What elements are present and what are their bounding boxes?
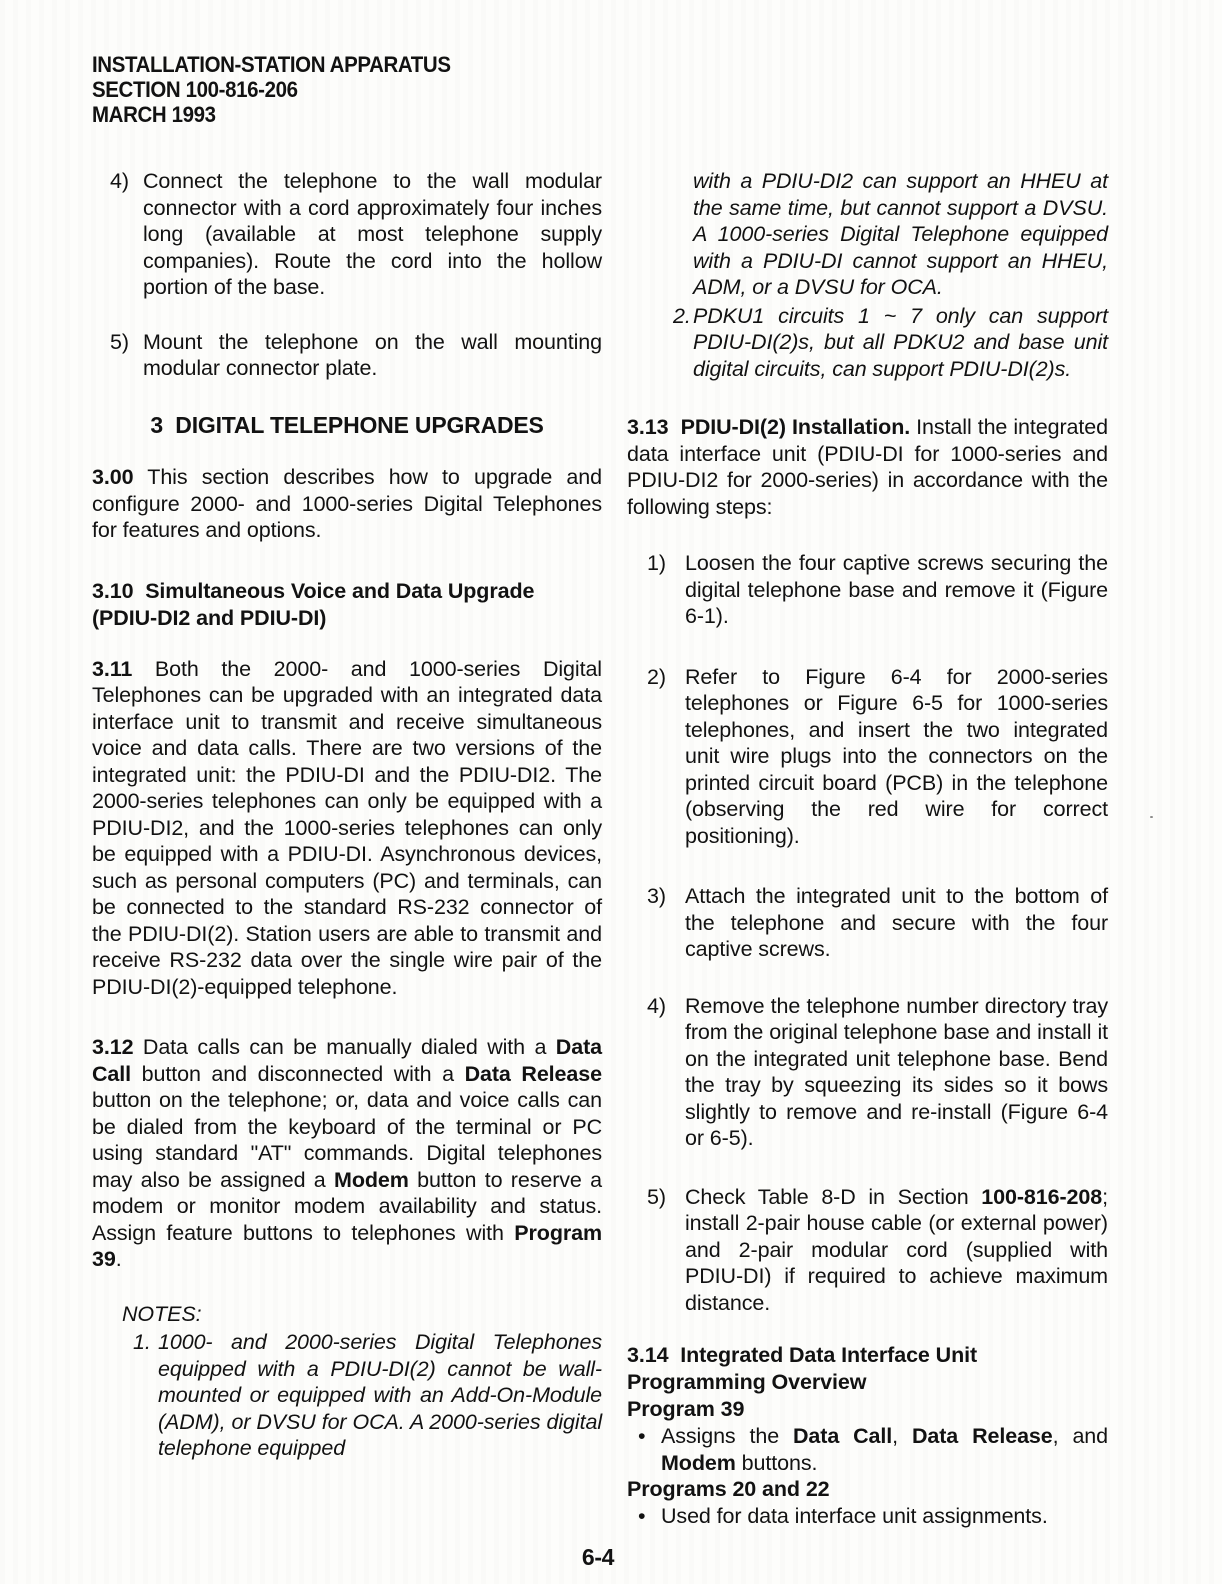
doc-date: MARCH 1993 (92, 102, 216, 127)
install-step-3 (627, 883, 1108, 963)
wall-step-5 (92, 329, 602, 382)
step-number: 5) (110, 329, 129, 354)
install-step-2 (627, 664, 1108, 850)
document-header (92, 52, 451, 127)
paragraph-3-00: 3.00 This section describes how to upgrade and configure 2000- and 1000-series Digital Telephones for features and options. (92, 465, 602, 542)
note-item-1 (92, 1329, 602, 1462)
install-step-4 (627, 993, 1108, 1152)
step-text: Attach the integrated unit to the bottom of the telephone and secure with the four captive screws. (685, 884, 1108, 961)
heading-3-14: 3.14 Integrated Data Interface Unit Programming Overview (627, 1343, 978, 1394)
left-column (92, 168, 602, 1462)
note-text: 1000- and 2000-series Digital Telephones equipped with a PDIU-DI(2) cannot be wall-mounted or equipped with an Add-On-Module (ADM), or DVSU for OCA. A 2000-series digital telephone equipped (158, 1330, 602, 1460)
right-column (627, 168, 1108, 1530)
step-number: 1) (647, 551, 666, 575)
step-text: Mount the telephone on the wall mounting modular connector plate. (143, 329, 602, 380)
note-text: PDKU1 circuits 1 ~ 7 only can support PDIU-DI(2)s, but all PDKU2 and base unit digital circuits, can support PDIU-DI(2)s. (693, 303, 1108, 381)
step-text: Loosen the four captive screws securing the digital telephone base and remove it (Figure 6-1). (685, 551, 1108, 628)
step-text: Remove the telephone number directory tray from the original telephone base and install it on the integrated unit telephone base. Bend the tray by squeezing its sides so it bows slightly to remove and re-install (Figure 6-4 or 6-5). (685, 993, 1108, 1150)
step-number: 4) (647, 993, 666, 1018)
doc-title: INSTALLATION-STATION APPARATUS (92, 52, 451, 77)
program-39-label: Program 39 (627, 1397, 745, 1421)
wall-step-4 (92, 168, 602, 301)
programs-20-22-bullet (627, 1503, 1108, 1530)
note-item-2 (627, 303, 1108, 383)
note-1-continuation: with a PDIU-DI2 can support an HHEU at the same time, but cannot support a DVSU. A 1000-series Digital Telephone equipped with a PDIU-DI cannot support an HHEU, ADM, or a DVSU for OCA. (693, 169, 1108, 299)
note-number: 2. (673, 303, 691, 328)
install-step-5 (627, 1184, 1108, 1317)
step-number: 3) (647, 884, 666, 908)
bullet-text: Used for data interface unit assignments. (661, 1504, 1048, 1528)
step-number: 4) (110, 169, 129, 193)
paragraph-3-11: 3.11 Both the 2000- and 1000-series Digital Telephones can be upgraded with an integrated data interface unit to transmit and receive simultaneous voice and data calls. There are two versions of the integrated unit: the PDIU-DI and the PDIU-DI2. The 2000-series telephones can only be equipped with a PDIU-DI2, and the 1000-series telephones can only be equipped with a PDIU-DI. Asynchronous devices, such as personal computers (PC) and terminals, can be connected to the standard RS-232 connector of the PDIU-DI(2). Station users are able to transmit and receive RS-232 data over the single wire pair of the PDIU-DI(2)-equipped telephone. (92, 656, 602, 999)
paragraph-3-12: 3.12 Data calls can be manually dialed with a Data Call button and disconnected with a Data Release button on the telephone; or, data and voice calls can be dialed from the keyboard of the terminal or PC using standard "AT" commands. Digital telephones may also be assigned a Modem button to reserve a modem or monitor modem availability and status. Assign feature buttons to telephones with Program 39. (92, 1035, 603, 1271)
page-footer (0, 1544, 1196, 1571)
doc-section-number: SECTION 100-816-206 (92, 77, 298, 102)
note-number: 1. (133, 1330, 151, 1354)
bullet-icon: • (638, 1504, 646, 1528)
programs-20-22-label: Programs 20 and 22 (627, 1477, 830, 1501)
step-number: 2) (647, 664, 666, 689)
program-39-bullet (627, 1423, 1108, 1476)
paragraph-3-13: 3.13 PDIU-DI(2) Installation. Install the integrated data interface unit (PDIU-DI for 1000-series and PDIU-DI2 for 2000-series) in accordance with the following steps: (627, 415, 1108, 519)
chapter-heading: 3 DIGITAL TELEPHONE UPGRADES (150, 411, 544, 438)
step-number: 5) (647, 1184, 666, 1209)
scan-artifact (1150, 816, 1153, 818)
heading-3-10: 3.10 Simultaneous Voice and Data Upgrade (PDIU-DI2 and PDIU-DI) (92, 578, 535, 630)
install-step-1 (627, 550, 1108, 630)
step-text: Refer to Figure 6-4 for 2000-series telephones or Figure 6-5 for 1000-series telephones, and insert the two integrated unit wire plugs into the connectors on the printed circuit board (PCB) in the telephone (observing the red wire for correct positioning). (685, 664, 1108, 848)
bullet-text: Assigns the Data Call, Data Release, and Modem buttons. (661, 1424, 1109, 1475)
step-text: Check Table 8-D in Section 100-816-208; install 2-pair house cable (or external power) and 2-pair modular cord (supplied with PDIU-DI) if required to achieve maximum distance. (685, 1184, 1108, 1315)
notes-label: NOTES: (122, 1301, 202, 1326)
page-number: 6-4 (581, 1544, 615, 1570)
step-text: Connect the telephone to the wall modular connector with a cord approximately four inches long (available at most telephone supply companies). Route the cord into the hollow portion of the base. (143, 169, 602, 299)
bullet-icon: • (638, 1424, 646, 1448)
